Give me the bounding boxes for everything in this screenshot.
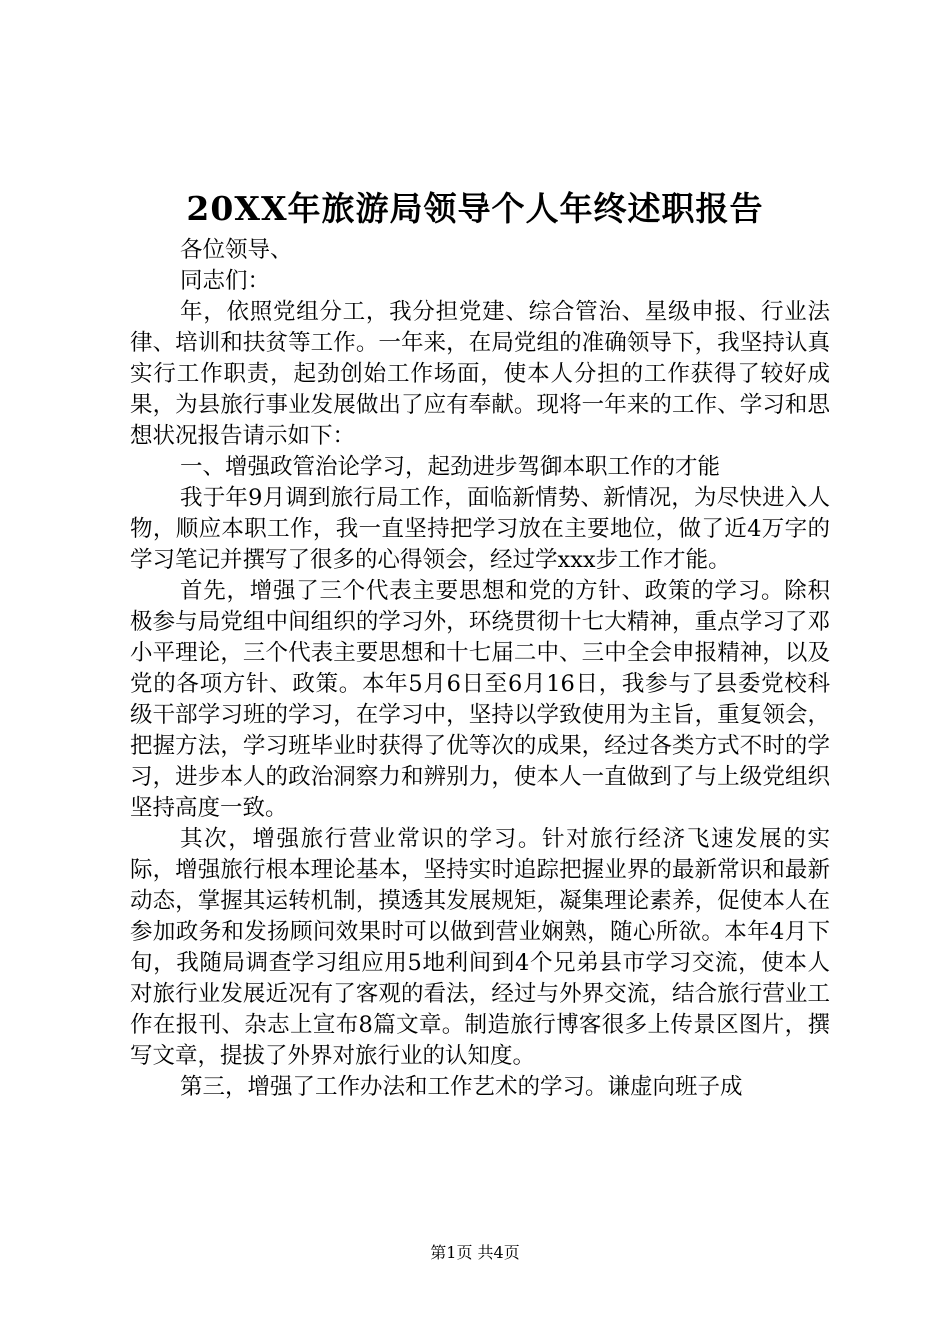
salutation-line-1: 各位领导、 [180,237,293,263]
document-body [130,235,830,1103]
section-heading-1: 一、增强政管治论学习，起劲进步驾御本职工作的才能 [180,454,721,480]
paragraph-second: 其次，增强旅行营业常识的学习。针对旅行经济飞速发展的实际，增强旅行根本理论基本，坚持实时追踪把握业界的最新常识和最新动态，掌握其运转机制，摸透其发展规矩，凝集理论素养，促使本人在参加政务和发扬顾问效果时可以做到营业娴熟，随心所欲。本年4月下旬，我随局调查学习组应用5地利间到4个兄弟县市学习交流，使本人对旅行业发展近况有了客观的看法，经过与外界交流，结合旅行营业工作在报刊、杂志上宣布8篇文章。制造旅行博客很多上传景区图片，撰写文章，提拔了外界对旅行业的认知度。 [130,826,830,1069]
page-footer: 第1页 共4页 [430,1243,520,1262]
paragraph-first: 首先，增强了三个代表主要思想和党的方针、政策的学习。除积极参与局党组中间组织的学习外，环绕贯彻十七大精神，重点学习了邓小平理论，三个代表主要思想和十七届二中、三中全会申报精神，以及党的各项方针、政策。本年5月6日至6月16日，我参与了县委党校科级干部学习班的学习，在学习中，坚持以学致使用为主旨，重复领会，把握方法，学习班毕业时获得了优等次的成果，经过各类方式不时的学习，进步本人的政治洞察力和辨别力，使本人一直做到了与上级党组织坚持高度一致。 [130,578,830,821]
paragraph-study-overview: 我于年9月调到旅行局工作，面临新情势、新情况，为尽快进入人物，顺应本职工作，我一直坚持把学习放在主要地位，做了近4万字的学习笔记并撰写了很多的心得领会，经过学xxx步工作才能。 [130,485,830,573]
salutation-line-2: 同志们： [180,268,271,294]
paragraph-intro: 年，依照党组分工，我分担党建、综合管治、星级申报、行业法律、培训和扶贫等工作。一年来，在局党组的准确领导下，我坚持认真实行工作职责，起劲创始工作场面，使本人分担的工作获得了较好成果，为县旅行事业发展做出了应有奉献。现将一年来的工作、学习和思想状况报告请示如下： [130,299,830,449]
document-title: 20XX年旅游局领导个人年终述职报告 [186,189,764,228]
paragraph-third: 第三，增强了工作办法和工作艺术的学习。谦虚向班子成 [180,1074,743,1100]
